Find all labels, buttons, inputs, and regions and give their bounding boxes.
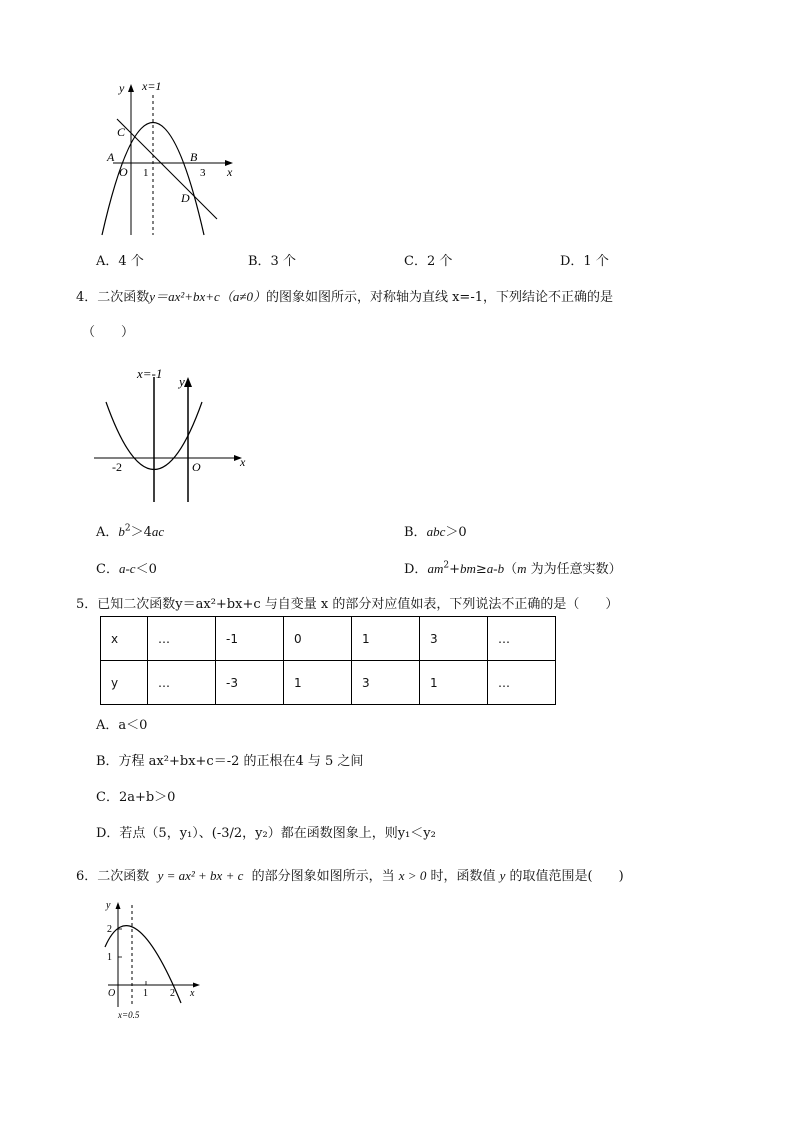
q4-y-arrow — [184, 377, 192, 387]
table-cell: … — [488, 661, 556, 705]
q6-y-arrow — [116, 902, 121, 909]
q3-option-a[interactable]: A．4 个 — [96, 254, 144, 269]
q4-formula: y＝ax²+bx+c（a≠0） — [149, 289, 266, 304]
q6-graph — [98, 895, 208, 1020]
q3-label-a: A — [107, 150, 115, 164]
q6-stem-mid2: 时，函数值 — [430, 869, 496, 884]
table-cell: y — [101, 661, 148, 705]
q4-stem-pre: 二次函数 — [97, 290, 150, 305]
table-cell: 3 — [420, 617, 488, 661]
q6-formula: y = ax² + bx + c — [157, 868, 244, 883]
table-cell: 0 — [284, 617, 352, 661]
q3-label-x: x — [227, 165, 233, 179]
q3-option-c[interactable]: C．2 个 — [404, 254, 453, 269]
q4-paren: （ ） — [82, 325, 135, 340]
table-cell: … — [488, 617, 556, 661]
q6-label-x1: 1 — [143, 988, 148, 999]
q3-label-d: D — [181, 191, 190, 205]
q6-stem-pre: 二次函数 — [97, 869, 150, 884]
q4-label-x: x — [240, 455, 246, 469]
q6-var: y — [499, 868, 506, 883]
q6-label-axis: x=0.5 — [118, 1010, 140, 1020]
q5-value-table — [100, 616, 556, 705]
q4-number: 4． — [76, 290, 98, 305]
q3-label-o: O — [119, 165, 128, 179]
q4-option-a[interactable]: A．$b^2>4ac$ — [96, 523, 165, 540]
table-cell: 1 — [284, 661, 352, 705]
q6-number: 6． — [76, 869, 98, 884]
q3-label-y: y — [119, 81, 125, 95]
q3-option-d[interactable]: D．1 个 — [560, 254, 609, 269]
q6-label-y2: 2 — [107, 924, 112, 935]
q3-label-axis: x=1 — [142, 79, 162, 93]
q6-label-x: x — [190, 988, 195, 999]
q3-label-c: C — [117, 125, 126, 139]
table-cell: … — [148, 661, 216, 705]
table-cell: 1 — [352, 617, 420, 661]
q6-stem-mid: 的部分图象如图所示，当 — [251, 869, 395, 884]
q5-option-b[interactable]: B．方程 ax²+bx+c＝-2 的正根在4 与 5 之间 — [96, 754, 364, 769]
q5-option-d[interactable]: D．若点（5，y₁）、(-3/2，y₂）都在函数图象上，则y₁＜y₂ — [96, 826, 436, 841]
q4-graph — [92, 362, 257, 507]
q4-label-y: y — [179, 374, 185, 389]
q4-option-b[interactable]: B．abc＞0 — [404, 524, 467, 540]
q4-stem — [76, 286, 613, 305]
q6-stem-post: 的取值范围是( ) — [509, 869, 624, 884]
q6-x-arrow — [193, 983, 200, 988]
q5-option-c[interactable]: C．2a+b＞0 — [96, 790, 176, 805]
q4-label-axis: x=-1 — [137, 366, 163, 381]
q4-label-neg2: -2 — [112, 460, 122, 474]
q4-label-o: O — [192, 460, 201, 474]
q3-option-b[interactable]: B．3 个 — [248, 254, 296, 269]
q3-graph — [95, 75, 245, 240]
q5-option-a[interactable]: A．a＜0 — [96, 718, 148, 733]
table-row — [101, 617, 556, 661]
q4-option-d[interactable]: D．$am^2+bm\ge a-b(m$ 为为任意实数） — [404, 560, 622, 577]
table-row — [101, 661, 556, 705]
q3-label-1: 1 — [143, 167, 149, 179]
q4-stem-post: 的图象如图所示，对称轴为直线 x=-1，下列结论不正确的是 — [265, 290, 613, 305]
q3-label-b: B — [190, 150, 198, 164]
q3-label-3: 3 — [200, 167, 206, 179]
q6-label-y1: 1 — [107, 952, 112, 963]
table-cell: 1 — [420, 661, 488, 705]
table-cell: x — [101, 617, 148, 661]
q6-label-y: y — [106, 900, 111, 911]
table-cell: -3 — [216, 661, 284, 705]
q5-stem: 5．已知二次函数y＝ax²+bx+c 与自变量 x 的部分对应值如表，下列说法不正确的是（ ） — [76, 597, 619, 612]
q3-y-arrow — [128, 84, 134, 92]
table-cell: … — [148, 617, 216, 661]
table-cell: 3 — [352, 661, 420, 705]
q6-label-x2: 2 — [170, 988, 175, 999]
q6-stem — [76, 865, 624, 884]
q6-label-o: O — [108, 988, 116, 999]
q6-cond: x > 0 — [398, 868, 427, 883]
table-cell: -1 — [216, 617, 284, 661]
q4-option-c[interactable]: C．a-c＜0 — [96, 561, 157, 577]
